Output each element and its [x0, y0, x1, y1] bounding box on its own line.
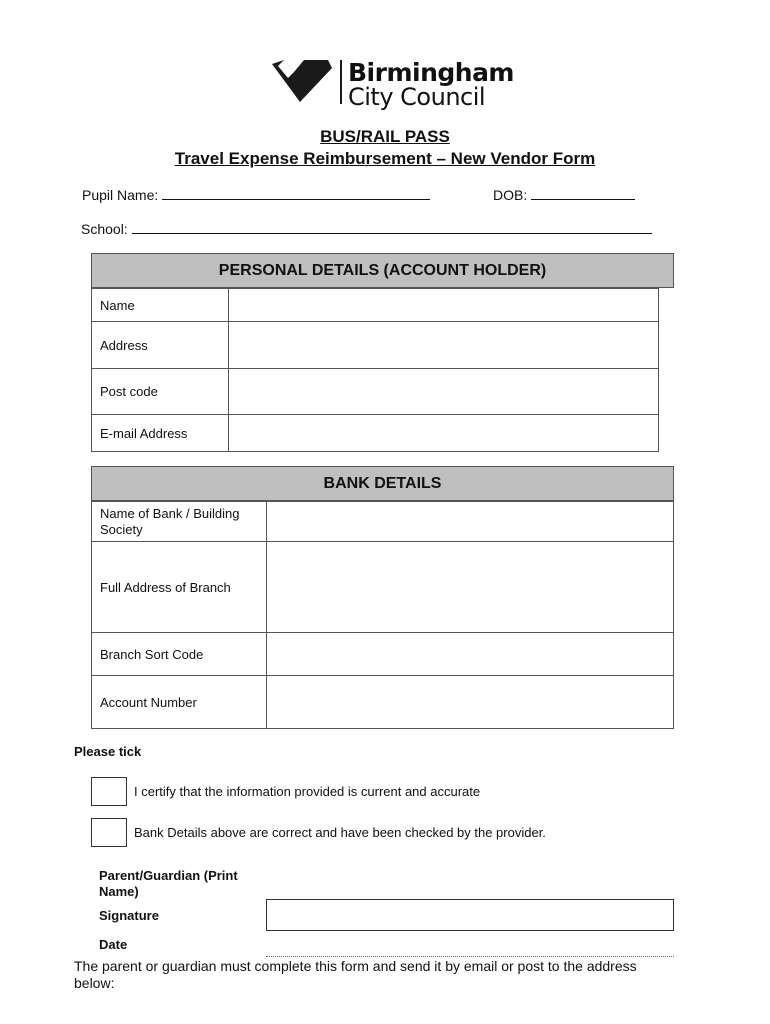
- row-label: Address: [92, 322, 229, 369]
- bank-name-input-cell[interactable]: [267, 502, 674, 542]
- name-input-cell[interactable]: [229, 289, 659, 322]
- certify-label: I certify that the information provided is current and accurate: [134, 784, 481, 799]
- bank-checked-checkbox[interactable]: [91, 818, 127, 847]
- bank-details-header: BANK DETAILS: [91, 466, 674, 501]
- signature-input[interactable]: [266, 899, 674, 931]
- logo-line1: Birmingham: [348, 58, 514, 87]
- bank-details-table: [91, 501, 674, 729]
- dob-line[interactable]: [531, 188, 635, 200]
- row-label: Name of Bank / Building Society: [92, 502, 267, 542]
- bank-checked-label: Bank Details above are correct and have been checked by the provider.: [134, 825, 546, 840]
- footer-instructions: The parent or guardian must complete this form and send it by email or post to the address below:: [74, 958, 637, 991]
- heart-logo-icon: [270, 58, 334, 108]
- sort-code-input-cell[interactable]: [267, 633, 674, 676]
- table-row: [92, 542, 674, 633]
- form-subtitle: Travel Expense Reimbursement – New Vendor Form: [174, 149, 596, 168]
- date-input-line[interactable]: [266, 956, 674, 957]
- account-number-input-cell[interactable]: [267, 676, 674, 729]
- postcode-input-cell[interactable]: [229, 369, 659, 415]
- school-label: School:: [81, 221, 128, 237]
- table-row: [92, 322, 659, 369]
- council-logo: [270, 58, 514, 111]
- row-label: E-mail Address: [92, 415, 229, 452]
- logo-text: [348, 60, 514, 109]
- parent-name-label: Parent/Guardian (Print Name): [99, 868, 238, 899]
- personal-details-table: [91, 288, 659, 452]
- row-label: Name: [92, 289, 229, 322]
- email-input-cell[interactable]: [229, 415, 659, 452]
- date-label: Date: [99, 937, 128, 952]
- please-tick-heading: Please tick: [74, 744, 142, 759]
- pupil-name-label: Pupil Name:: [82, 187, 159, 203]
- table-row: [92, 676, 674, 729]
- table-row: [92, 369, 659, 415]
- row-label: Post code: [92, 369, 229, 415]
- table-row: [92, 289, 659, 322]
- table-row: [92, 502, 674, 542]
- certify-checkbox[interactable]: [91, 777, 127, 806]
- row-label: Full Address of Branch: [92, 542, 267, 633]
- row-label: Branch Sort Code: [92, 633, 267, 676]
- branch-address-input-cell[interactable]: [267, 542, 674, 633]
- address-input-cell[interactable]: [229, 322, 659, 369]
- logo-divider: [340, 60, 342, 104]
- logo-line2: City Council: [348, 83, 486, 111]
- table-row: [92, 633, 674, 676]
- school-line[interactable]: [132, 222, 652, 234]
- personal-details-header: PERSONAL DETAILS (ACCOUNT HOLDER): [91, 253, 674, 288]
- signature-label: Signature: [99, 908, 159, 923]
- row-label: Account Number: [92, 676, 267, 729]
- pupil-name-field[interactable]: [82, 187, 430, 203]
- pupil-name-line[interactable]: [162, 188, 430, 200]
- school-field[interactable]: [81, 221, 652, 237]
- table-row: [92, 415, 659, 452]
- dob-label: DOB:: [493, 187, 528, 203]
- dob-field[interactable]: [493, 187, 635, 203]
- form-title: BUS/RAIL PASS: [320, 127, 450, 146]
